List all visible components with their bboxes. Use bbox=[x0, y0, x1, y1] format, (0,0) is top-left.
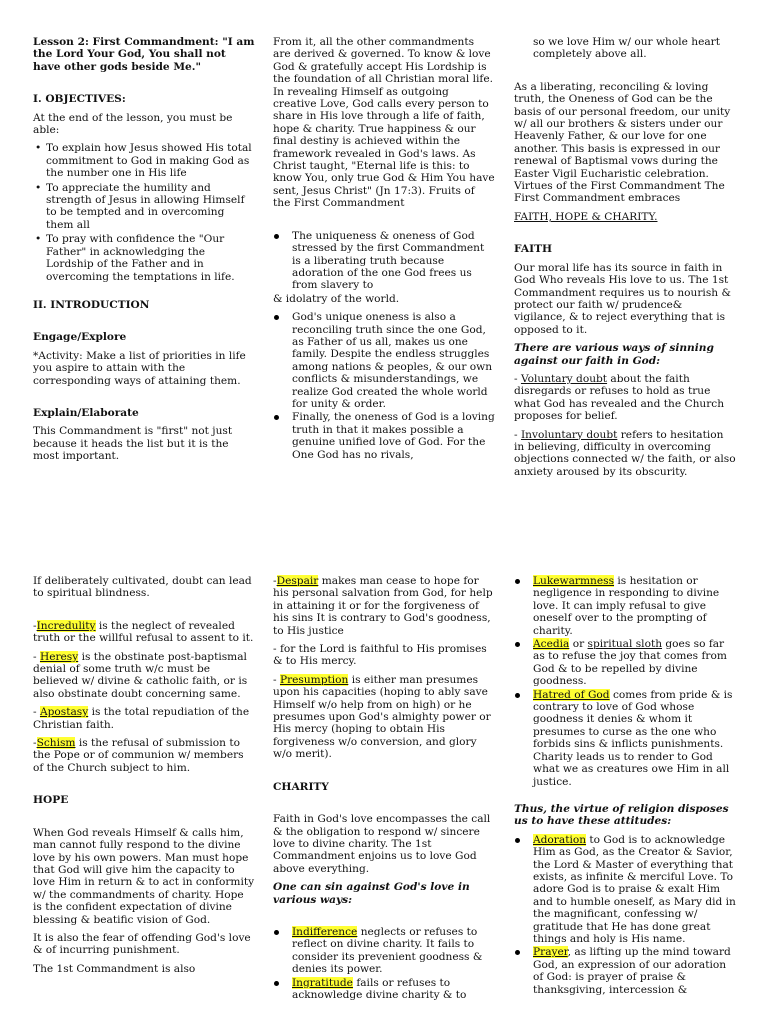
voluntary-doubt-text: about the faith disregards or refuses to hold as true what God has revealed and the Church proposes for belief. bbox=[514, 372, 725, 423]
religion-heading: Thus, the virtue of religion disposes us to have these attitudes: bbox=[514, 802, 729, 828]
charity-heading: CHARITY bbox=[273, 780, 329, 793]
apostasy-item: - Apostasy is the total repudiation of the Christian faith. bbox=[33, 706, 250, 731]
incredulity-item: -Incredulity is the neglect of revealed truth or the willful refusal to assent to it. bbox=[33, 619, 254, 645]
prayer-text: , as lifting up the mind toward God, an expression of our adoration of God: is prayer of praise & thanksgiving, intercession & bbox=[533, 946, 731, 996]
indifference-text: neglects or refuses to reflect on divine charity. It fails to consider its prevenient goodness & denies its power. bbox=[292, 925, 483, 976]
sins-against-love-heading: One can sin against God's love in various ways: bbox=[273, 881, 470, 906]
bottom-column-2 bbox=[273, 575, 495, 1002]
objective-item: • To appreciate the humility and strength of Jesus in allowing Himself to be tempted and in overcoming them all bbox=[33, 182, 255, 232]
hatred-term: Hatred of God bbox=[533, 688, 610, 701]
top-column-3 bbox=[514, 36, 736, 484]
engage-heading: Engage/Explore bbox=[33, 331, 127, 344]
indifference-term: Indifference bbox=[292, 925, 358, 938]
doubt-text: If deliberately cultivated, doubt can lead to spiritual blindness. bbox=[33, 575, 252, 600]
schism-term: Schism bbox=[36, 737, 76, 750]
adoration-item bbox=[514, 834, 736, 946]
schism-item: -Schism is the refusal of submission to the Pope or of communion w/ members of the Church subject to him. bbox=[33, 737, 244, 774]
ingratitude-text: fails or refuses to acknowledge divine charity & to bbox=[292, 976, 467, 1001]
involuntary-doubt-item: - Involuntary doubt refers to hesitation in believing, difficulty in overcoming objections connected w/ the faith, or also anxiety aroused by its obscurity. bbox=[514, 428, 736, 478]
involuntary-doubt-text: refers to hesitation in believing, difficulty in overcoming objections connected w/ the faith, or also anxiety aroused by its obscurity. bbox=[514, 428, 736, 478]
oneness-paragraph: As a liberating, reconciling & loving truth, the Oneness of God can be the basis of our personal freedom, our unity w/ all our brothers & sisters under our Heavenly Father, & our love for one another. This basis is expressed in our renewal of Baptismal vows during the Easter Vigil Eucharistic celebration. Virtues of the First Commandment The First Commandment embraces bbox=[514, 80, 731, 205]
acedia-item bbox=[514, 638, 736, 688]
fruit-bullet-loving: Finally, the oneness of God is a loving truth in that it makes possible a genuine unified love of God. For the One God has no rivals, bbox=[273, 411, 495, 461]
hope-last-line: The 1st Commandment is also bbox=[33, 962, 196, 975]
explain-heading: Explain/Elaborate bbox=[33, 406, 139, 419]
commandment-paragraph: From it, all the other commandments are derived & governed. To know & love God & gratefully accept His Lordship is the foundation of all Christian moral life. In revealing Himself as outgoing creative Love, God calls every person to share in His love through a life of faith, hope & charity. True happiness & our final destiny is achieved within the framework revealed in God's laws. As Christ taught, "Eternal life is this: to know You, only true God & Him You have sent, Jesus Christ" (Jn 17:3). Fruits of the First Commandment bbox=[273, 36, 495, 210]
ingratitude-item bbox=[273, 977, 495, 1002]
heresy-text: is the obstinate post-baptismal denial of some truth w/c must be believed w/ divine & catholic faith, or is also obstinate doubt concerning same. bbox=[33, 650, 248, 700]
sins-against-faith-heading: There are various ways of sinning against our faith in God: bbox=[514, 342, 714, 367]
top-column-2 bbox=[273, 36, 495, 462]
presumption-term: Presumption bbox=[279, 673, 349, 686]
engage-text: *Activity: Make a list of priorities in life you aspire to attain with the corresponding ways of attaining them. bbox=[33, 349, 246, 387]
hope-heading: HOPE bbox=[33, 794, 69, 807]
fruit-bullet-reconciling: God's unique oneness is also a reconciling truth since the one God, as Father of us all, makes us one family. Despite the endless struggles among nations & peoples, & our own conflicts & misunderstandings, we realize God created the whole world for unity & order. bbox=[273, 311, 495, 410]
indifference-item bbox=[273, 926, 495, 976]
apostasy-text: is the total repudiation of the Christian faith. bbox=[33, 706, 250, 731]
lukewarmness-term: Lukewarmness bbox=[533, 575, 615, 587]
heresy-term: Heresy bbox=[39, 650, 79, 663]
heresy-item: - Heresy is the obstinate post-baptismal denial of some truth w/c must be believed w/ divine & catholic faith, or is also obstinate doubt concerning same. bbox=[33, 650, 248, 700]
voluntary-doubt-term: Voluntary doubt bbox=[520, 372, 608, 385]
introduction-heading: II. INTRODUCTION bbox=[33, 298, 150, 311]
fruit-bullet-liberating: The uniqueness & oneness of God stressed by the first Commandment is a liberating truth because adoration of the one God frees us from slavery to bbox=[273, 230, 495, 292]
objective-item: • To explain how Jesus showed His total commitment to God in making God as the number one in His life bbox=[33, 142, 255, 179]
charity-text: Faith in God's love encompasses the call & the obligation to respond w/ sincere love to divine charity. The 1st Commandment enjoins us to love God above everything. bbox=[273, 813, 491, 875]
adoration-text: to God is to acknowledge Him as God, as the Creator & Savior, the Lord & Master of everything that exists, as infinite & merciful Love. To adore God is to praise & exalt Him and to humble oneself, as Mary did in the magnificant, confessing w/ gratitude that He has done great things and holy is His name. bbox=[533, 833, 736, 945]
acedia-term: Acedia bbox=[533, 638, 570, 651]
acedia-text: goes so far as to refuse the joy that comes from God & to be repelled by divine goodness. bbox=[533, 638, 727, 688]
lukewarmness-item bbox=[514, 575, 736, 637]
schism-text: is the refusal of submission to the Pope or of communion w/ members of the Church subject to him. bbox=[33, 737, 244, 774]
faith-heading: FAITH bbox=[514, 243, 552, 256]
bottom-column-1 bbox=[33, 575, 255, 981]
incredulity-text: is the neglect of revealed truth or the willful refusal to assent to it. bbox=[33, 619, 254, 645]
despair-item: -Despair makes man cease to hope for his personal salvation from God, for help in attaining it or for the forgiveness of his sins It is contrary to God's goodness, to His justice bbox=[273, 575, 493, 637]
continuation-text: so we love Him w/ our whole heart completely above all. bbox=[533, 36, 720, 61]
fear-text: It is also the fear of offending God's love & of incurring punishment. bbox=[33, 931, 251, 957]
spiritual-sloth-term: spiritual sloth bbox=[587, 638, 663, 651]
bottom-column-3 bbox=[514, 575, 736, 997]
prayer-term: Prayer bbox=[533, 946, 568, 959]
lesson-title: Lesson 2: First Commandment: "I am the Lord Your God, You shall not have other gods beside Me." bbox=[33, 36, 255, 73]
objectives-heading: I. OBJECTIVES: bbox=[33, 93, 126, 106]
despair-term: Despair bbox=[276, 575, 319, 587]
prayer-item bbox=[514, 946, 736, 996]
acedia-or: or bbox=[569, 638, 588, 651]
top-column-1 bbox=[33, 36, 255, 469]
objective-item: • To pray with confidence the "Our Father" in acknowledging the Lordship of the Father and in overcoming the temptations in life. bbox=[33, 233, 255, 283]
hope-text: When God reveals Himself & calls him, man cannot fully respond to the divine love by his own powers. Man must hope that God will give him the capacity to love Him in return & to act in conformity w/ the commandments of charity. Hope is the confident expectation of divine blessing & beatific vision of God. bbox=[33, 826, 255, 926]
lukewarmness-text: is hesitation or negligence in responding to divine love. It can imply refusal to give oneself over to the prompting of charity. bbox=[533, 575, 720, 637]
hatred-text: comes from pride & is contrary to love of God whose goodness it denies & whom it presumes to curse as the one who forbids sins & inflicts punishments. Charity leads us to render to God what we as creatures owe Him in all justice. bbox=[533, 688, 733, 788]
explain-text: This Commandment is "first" not just because it heads the list but it is the most important. bbox=[33, 425, 233, 463]
voluntary-doubt-item: - Voluntary doubt about the faith disregards or refuses to hold as true what God has revealed and the Church proposes for belief. bbox=[514, 372, 725, 423]
objectives-intro: At the end of the lesson, you must be able: bbox=[33, 111, 233, 137]
involuntary-doubt-term: Involuntary doubt bbox=[520, 428, 618, 441]
faith-text: Our moral life has its source in faith in God Who reveals His love to us. The 1st Commandment requires us to nourish & protect our faith w/ prudence& vigilance, & to reject everything that is opposed to it. bbox=[514, 261, 731, 336]
fruit-bullet-continuation: & idolatry of the world. bbox=[273, 292, 400, 305]
ingratitude-term: Ingratitude bbox=[292, 976, 353, 989]
virtues-line: FAITH, HOPE & CHARITY. bbox=[514, 210, 658, 223]
despair-text: makes man cease to hope for his personal salvation from God, for help in attaining it or for the forgiveness of his sins It is contrary to God's goodness, to His justice bbox=[273, 575, 493, 637]
adoration-term: Adoration bbox=[533, 833, 587, 846]
presumption-item: - Presumption is either man presumes upon his capacities (hoping to ably save Himself w/o help from on high) or he presumes upon God's almighty power or His mercy (hoping to obtain His forgiveness w/o conversion, and glory w/o merit). bbox=[273, 673, 491, 761]
faithful-text: - for the Lord is faithful to His promises & to His mercy. bbox=[273, 643, 487, 668]
hatred-item bbox=[514, 689, 736, 788]
incredulity-term: Incredulity bbox=[36, 619, 96, 632]
apostasy-term: Apostasy bbox=[39, 706, 89, 719]
presumption-text: is either man presumes upon his capacities (hoping to ably save Himself w/o help from on high) or he presumes upon God's almighty power or His mercy (hoping to obtain His forgiveness w/o conversion, and glory w/o merit). bbox=[273, 673, 491, 761]
